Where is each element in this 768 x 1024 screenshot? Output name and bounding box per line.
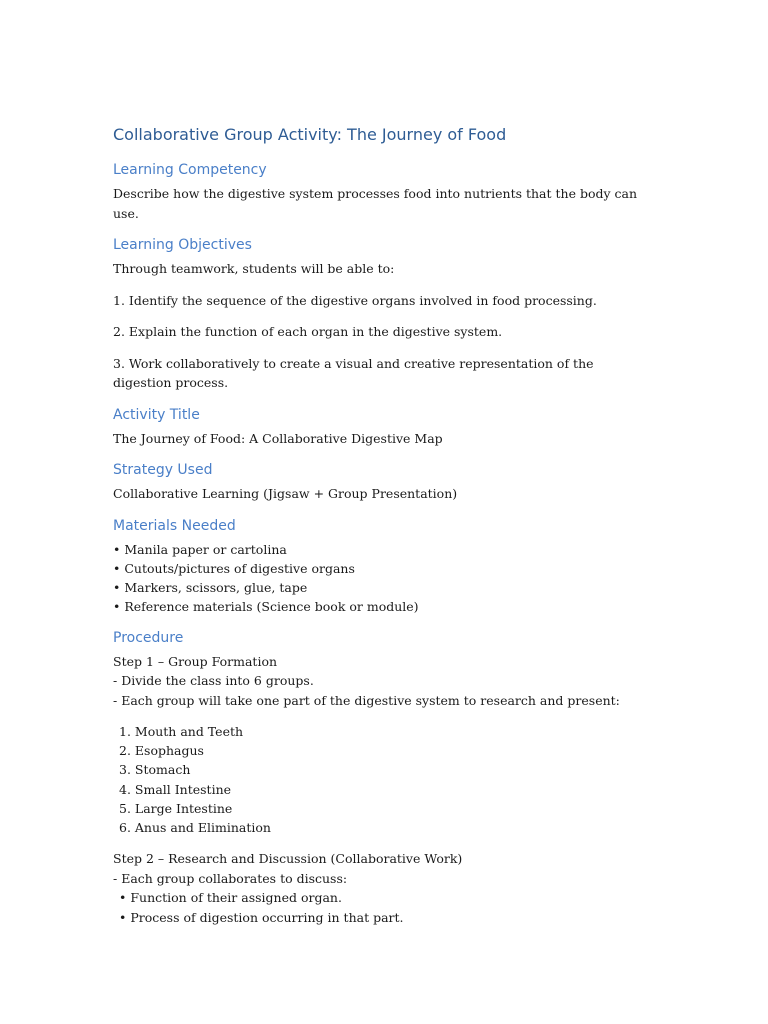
strategy-text: Collaborative Learning (Jigsaw + Group Presentation) [113, 486, 458, 501]
document-title: Collaborative Group Activity: The Journey of Food [113, 125, 507, 144]
list-item: 3. Stomach [119, 762, 191, 778]
materials-heading: Materials Needed [113, 517, 236, 534]
activity-section [113, 405, 653, 449]
list-item: • Manila paper or cartolina [113, 541, 287, 557]
procedure-section [113, 628, 653, 928]
objective-item: 3. Work collaboratively to create a visual and creative representation of the digestion process. [113, 355, 594, 390]
objective-item: 1. Identify the sequence of the digestive organs involved in food processing. [113, 292, 597, 308]
competency-heading: Learning Competency [113, 162, 267, 178]
list-item: 6. Anus and Elimination [119, 820, 271, 836]
list-item: • Reference materials (Science book or module) [113, 598, 419, 614]
list-item: 5. Large Intestine [119, 800, 233, 816]
strategy-heading: Strategy Used [113, 462, 213, 478]
competency-section [113, 160, 653, 223]
document-content [113, 124, 653, 939]
objectives-section [113, 235, 653, 393]
competency-text: Describe how the digestive system processes food into nutrients that the body can use. [113, 186, 638, 221]
step2-list [119, 888, 653, 927]
procedure-heading: Procedure [113, 629, 184, 646]
list-item: 2. Esophagus [119, 743, 204, 759]
list-item: • Process of digestion occurring in that part. [119, 909, 404, 925]
list-item: • Markers, scissors, glue, tape [113, 579, 308, 595]
list-item: • Cutouts/pictures of digestive organs [113, 560, 355, 576]
list-item: • Function of their assigned organ. [119, 890, 342, 906]
step1-line: - Each group will take one part of the digestive system to research and present: [113, 692, 620, 708]
activity-heading: Activity Title [113, 406, 200, 423]
materials-list [113, 540, 653, 616]
strategy-section [113, 460, 653, 504]
step1-line: - Divide the class into 6 groups. [113, 673, 314, 688]
list-item: 4. Small Intestine [119, 781, 232, 797]
materials-section [113, 516, 653, 616]
objectives-heading: Learning Objectives [113, 237, 252, 253]
step2-title: Step 2 – Research and Discussion (Collaborative Work) [113, 851, 463, 867]
digestive-parts-list [119, 722, 653, 837]
objectives-intro: Through teamwork, students will be able to: [113, 261, 395, 276]
step2-line: - Each group collaborates to discuss: [113, 870, 348, 886]
objective-item: 2. Explain the function of each organ in the digestive system. [113, 324, 503, 339]
activity-text: The Journey of Food: A Collaborative Digestive Map [113, 430, 443, 446]
list-item: 1. Mouth and Teeth [119, 724, 244, 739]
step1-title: Step 1 – Group Formation [113, 653, 278, 669]
